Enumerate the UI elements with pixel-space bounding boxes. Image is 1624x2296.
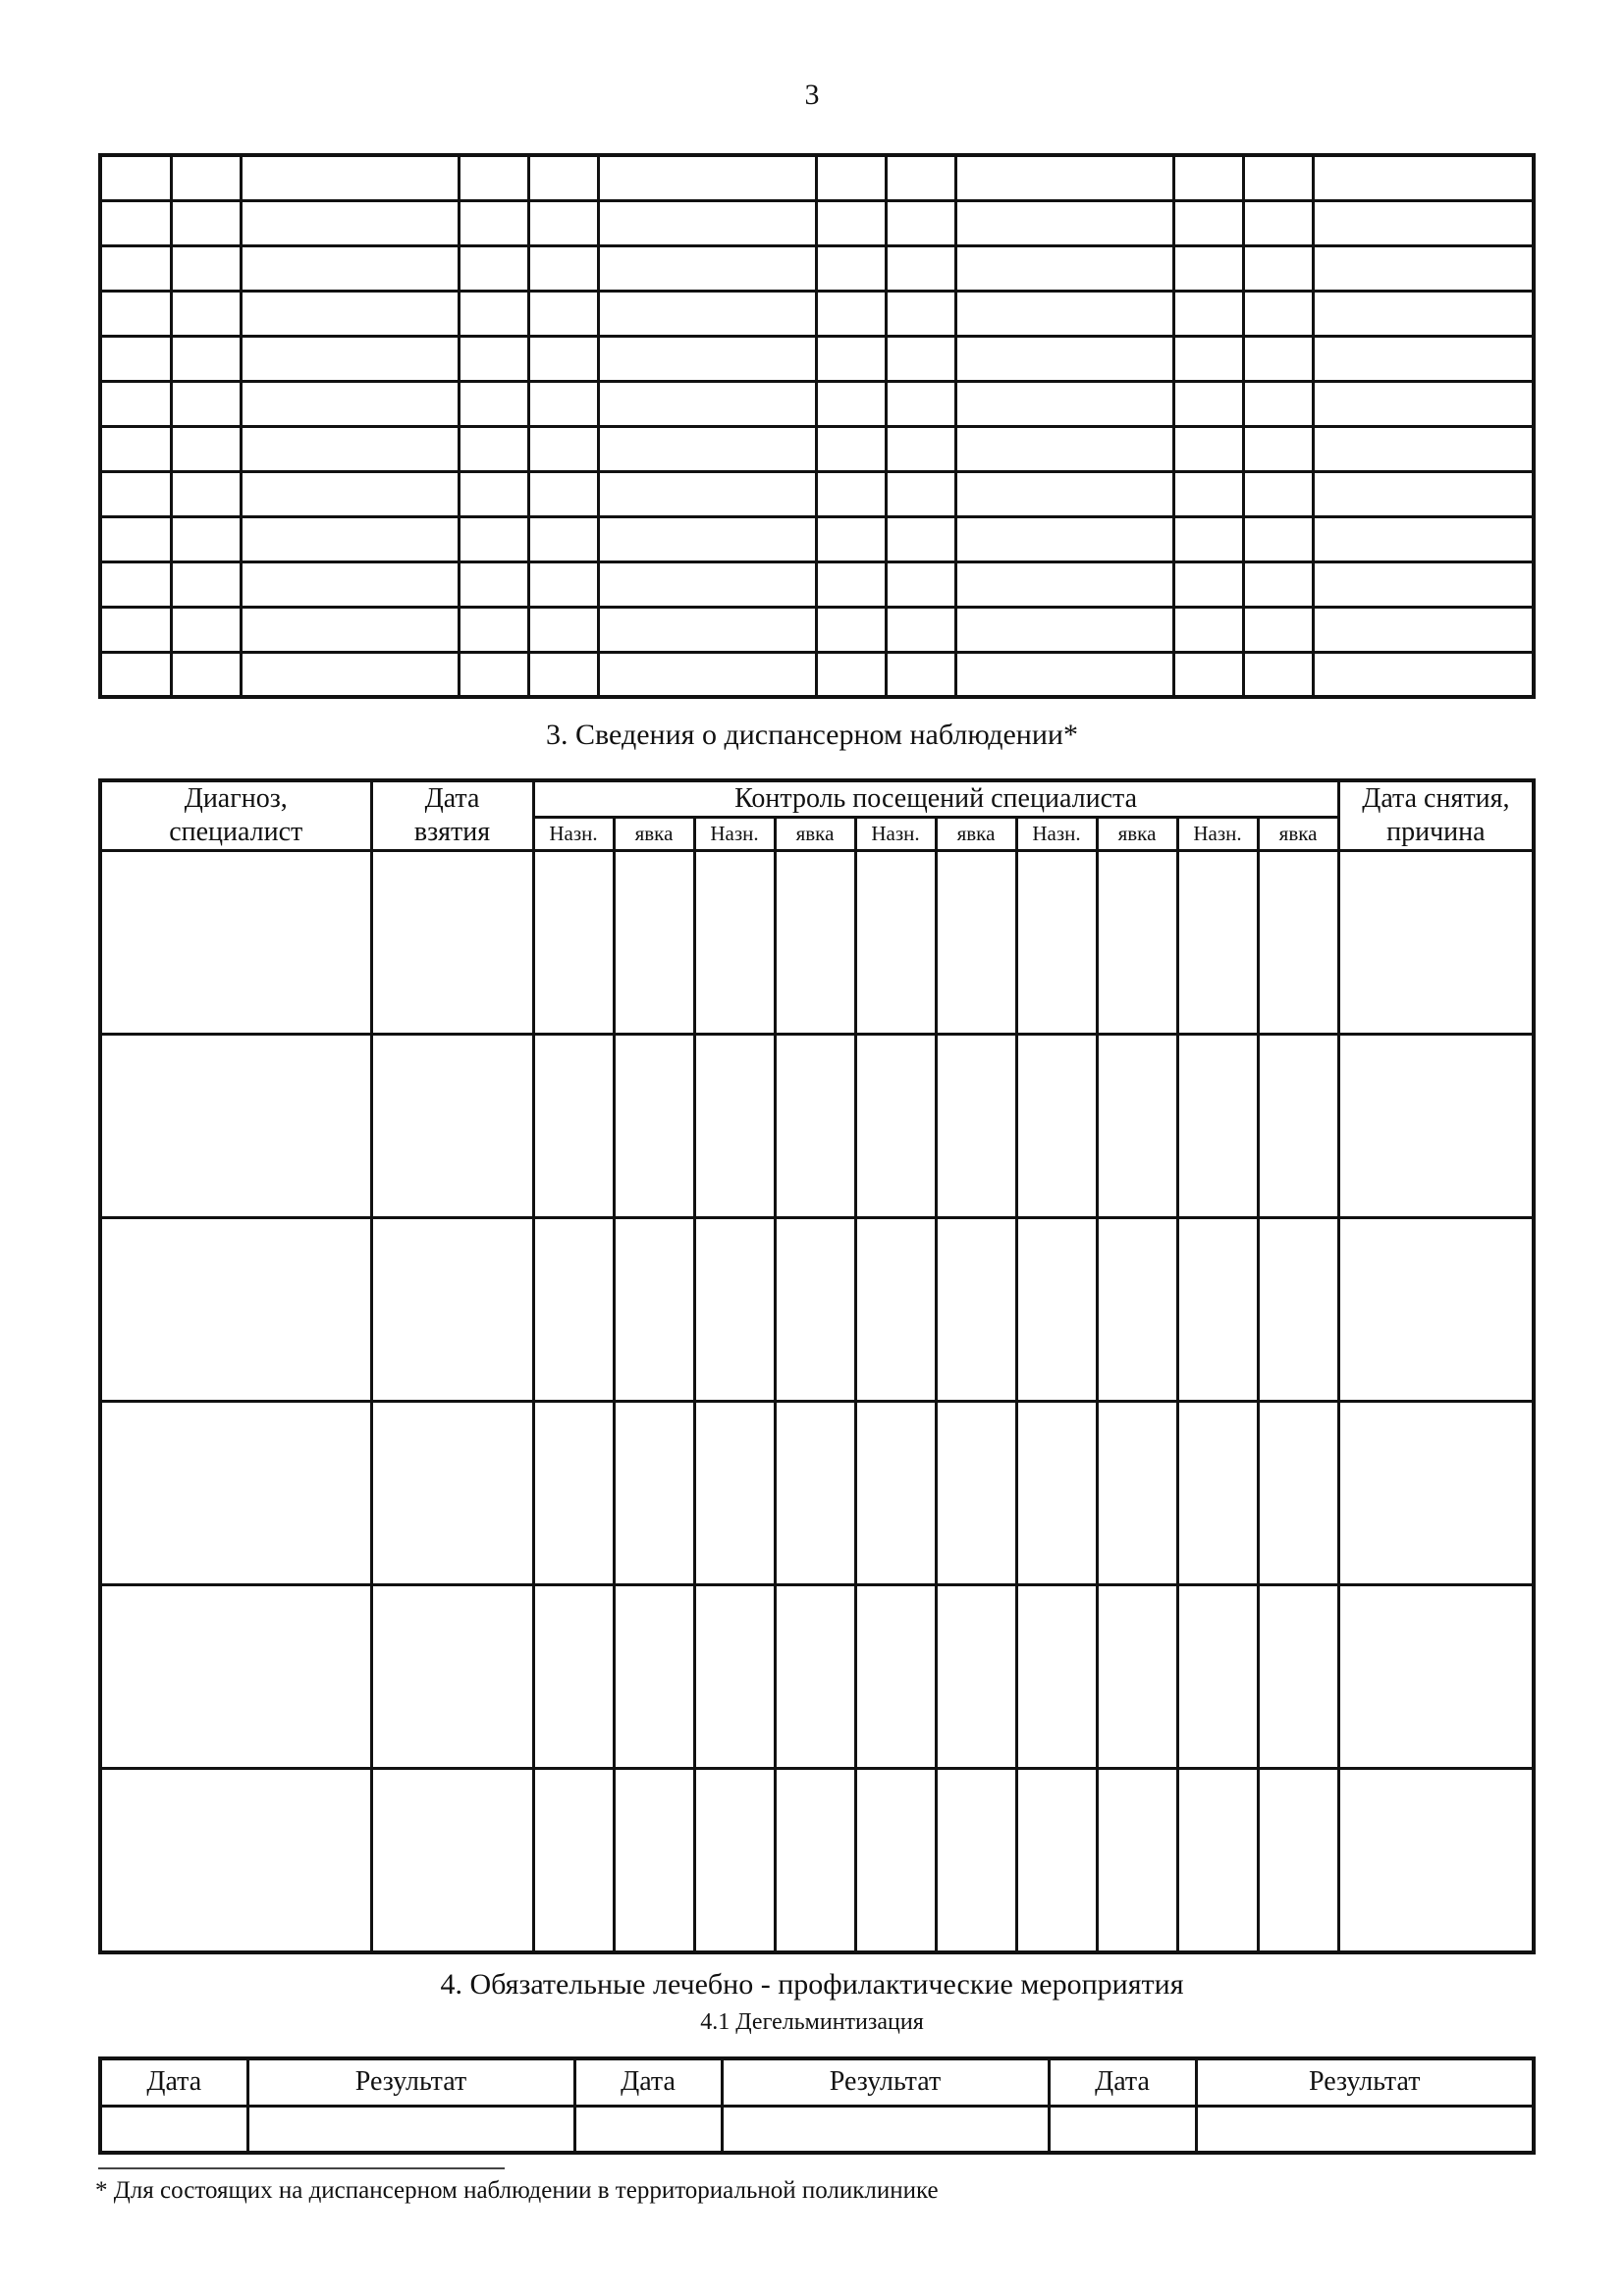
table-cell[interactable]: [528, 200, 598, 245]
table-cell[interactable]: [1016, 1218, 1097, 1402]
table-cell[interactable]: [371, 1585, 533, 1769]
sub-header-assigned: Назн.: [694, 818, 775, 851]
table-cell[interactable]: [459, 245, 528, 291]
table-cell[interactable]: [598, 652, 816, 697]
table-row: [100, 291, 1534, 336]
table-row: [100, 1035, 1534, 1218]
table-cell[interactable]: [886, 155, 955, 200]
table-cell[interactable]: [100, 652, 171, 697]
sub-header-assigned: Назн.: [855, 818, 936, 851]
table-cell[interactable]: [614, 851, 694, 1035]
table-row: [100, 155, 1534, 200]
dispensary-observation-table: [98, 778, 1536, 1954]
table-cell[interactable]: [598, 336, 816, 381]
table-cell[interactable]: [614, 1218, 694, 1402]
table-cell[interactable]: [371, 1402, 533, 1585]
table-cell[interactable]: [459, 607, 528, 652]
table-cell[interactable]: [100, 1402, 371, 1585]
table-cell[interactable]: [241, 381, 459, 426]
table-cell[interactable]: [598, 155, 816, 200]
table-cell[interactable]: [459, 426, 528, 471]
table-cell[interactable]: [886, 652, 955, 697]
table-cell[interactable]: [1313, 291, 1534, 336]
table-cell[interactable]: [955, 607, 1173, 652]
table-cell[interactable]: [1016, 1585, 1097, 1769]
table-cell[interactable]: [371, 1218, 533, 1402]
table-cell[interactable]: [1258, 1035, 1338, 1218]
table-cell[interactable]: [371, 1769, 533, 1952]
table-cell[interactable]: [1173, 426, 1243, 471]
table-cell[interactable]: [886, 381, 955, 426]
table-cell[interactable]: [694, 1035, 775, 1218]
sub-header-assigned: Назн.: [1016, 818, 1097, 851]
table-cell[interactable]: [1177, 851, 1258, 1035]
table-cell[interactable]: [1173, 200, 1243, 245]
table-cell[interactable]: [1313, 516, 1534, 561]
table-cell[interactable]: [1243, 471, 1313, 516]
table-cell[interactable]: [816, 516, 886, 561]
table-cell[interactable]: [955, 245, 1173, 291]
table-cell[interactable]: [528, 516, 598, 561]
table-cell[interactable]: [1173, 336, 1243, 381]
table-cell[interactable]: [241, 652, 459, 697]
table-cell[interactable]: [694, 1402, 775, 1585]
table-cell[interactable]: [241, 200, 459, 245]
table-cell[interactable]: [100, 1218, 371, 1402]
table-cell[interactable]: [1016, 851, 1097, 1035]
table-row: [100, 652, 1534, 697]
table-cell[interactable]: [1016, 1402, 1097, 1585]
table-cell[interactable]: [1016, 1769, 1097, 1952]
table-cell[interactable]: [1338, 851, 1534, 1035]
table-cell[interactable]: [694, 1585, 775, 1769]
deworming-header-result: Результат: [722, 2058, 1049, 2106]
table-cell[interactable]: [775, 1218, 855, 1402]
table-cell[interactable]: [955, 471, 1173, 516]
table-cell[interactable]: [1097, 851, 1177, 1035]
table-cell[interactable]: [100, 381, 171, 426]
table-row: [100, 1769, 1534, 1952]
table-cell[interactable]: [171, 607, 241, 652]
deworming-header-date: Дата: [100, 2058, 247, 2106]
table-cell[interactable]: [171, 516, 241, 561]
table-cell[interactable]: [886, 561, 955, 607]
table-row: [100, 1585, 1534, 1769]
table-cell[interactable]: [1338, 1402, 1534, 1585]
table-cell[interactable]: [100, 607, 171, 652]
table-cell[interactable]: [955, 516, 1173, 561]
table-row: [100, 336, 1534, 381]
table-cell[interactable]: [100, 561, 171, 607]
header-diagnosis: [100, 780, 371, 851]
table-cell[interactable]: [533, 1218, 614, 1402]
table-cell[interactable]: [775, 1769, 855, 1952]
sub-header-attendance: явка: [1097, 818, 1177, 851]
table-cell[interactable]: [1313, 607, 1534, 652]
table-cell[interactable]: [100, 426, 171, 471]
table-cell[interactable]: [816, 652, 886, 697]
table-cell[interactable]: [598, 426, 816, 471]
table-cell[interactable]: [1258, 1402, 1338, 1585]
header-date-removed-line-1: Дата снятия,: [1362, 783, 1510, 814]
header-diagnosis-line-2: специалист: [169, 817, 303, 847]
table-cell[interactable]: [1313, 426, 1534, 471]
table-cell[interactable]: [775, 1035, 855, 1218]
deworming-entry-row: [100, 2106, 1534, 2153]
table-cell[interactable]: [1243, 426, 1313, 471]
continuation-table: [98, 153, 1536, 699]
table-cell[interactable]: [459, 336, 528, 381]
table-cell[interactable]: [528, 291, 598, 336]
table-cell[interactable]: [459, 561, 528, 607]
deworming-result-cell[interactable]: [1196, 2106, 1534, 2153]
table-cell[interactable]: [955, 155, 1173, 200]
table-cell[interactable]: [528, 561, 598, 607]
table-cell[interactable]: [855, 1769, 936, 1952]
header-row: [100, 780, 1534, 818]
table-cell[interactable]: [855, 1585, 936, 1769]
table-cell[interactable]: [1243, 652, 1313, 697]
table-cell[interactable]: [775, 1585, 855, 1769]
table-cell[interactable]: [459, 516, 528, 561]
table-cell[interactable]: [1313, 336, 1534, 381]
table-cell[interactable]: [816, 561, 886, 607]
table-cell[interactable]: [528, 607, 598, 652]
table-row: [100, 426, 1534, 471]
table-cell[interactable]: [1313, 471, 1534, 516]
table-cell[interactable]: [100, 1769, 371, 1952]
table-cell[interactable]: [816, 200, 886, 245]
table-cell[interactable]: [1243, 561, 1313, 607]
table-cell[interactable]: [886, 245, 955, 291]
table-cell[interactable]: [1258, 1769, 1338, 1952]
table-cell[interactable]: [1177, 1035, 1258, 1218]
table-cell[interactable]: [171, 561, 241, 607]
table-cell[interactable]: [816, 381, 886, 426]
table-cell[interactable]: [694, 1769, 775, 1952]
table-cell[interactable]: [886, 516, 955, 561]
sub-header-assigned: Назн.: [533, 818, 614, 851]
table-cell[interactable]: [1243, 336, 1313, 381]
table-cell[interactable]: [886, 291, 955, 336]
table-cell[interactable]: [1313, 245, 1534, 291]
table-cell[interactable]: [816, 155, 886, 200]
table-cell[interactable]: [171, 200, 241, 245]
table-cell[interactable]: [694, 1218, 775, 1402]
table-cell[interactable]: [533, 1769, 614, 1952]
table-cell[interactable]: [936, 1402, 1016, 1585]
table-cell[interactable]: [533, 851, 614, 1035]
table-cell[interactable]: [241, 607, 459, 652]
header-visits-control: Контроль посещений специалиста: [533, 780, 1338, 818]
table-cell[interactable]: [1243, 381, 1313, 426]
section-3-title: 3. Сведения о диспансерном наблюдении*: [546, 719, 1078, 751]
table-row: [100, 1218, 1534, 1402]
table-cell[interactable]: [598, 516, 816, 561]
table-cell[interactable]: [1177, 1218, 1258, 1402]
table-cell[interactable]: [1097, 1218, 1177, 1402]
table-row: [100, 851, 1534, 1035]
table-cell[interactable]: [171, 381, 241, 426]
table-cell[interactable]: [100, 1585, 371, 1769]
table-cell[interactable]: [598, 381, 816, 426]
header-date-removed: [1338, 780, 1534, 851]
table-cell[interactable]: [241, 471, 459, 516]
table-cell[interactable]: [100, 200, 171, 245]
table-cell[interactable]: [775, 1402, 855, 1585]
sub-header-attendance: явка: [775, 818, 855, 851]
table-cell[interactable]: [955, 336, 1173, 381]
deworming-result-cell[interactable]: [247, 2106, 574, 2153]
table-cell[interactable]: [816, 426, 886, 471]
table-row: [100, 471, 1534, 516]
table-cell[interactable]: [1258, 851, 1338, 1035]
table-cell[interactable]: [1177, 1585, 1258, 1769]
table-cell[interactable]: [886, 200, 955, 245]
table-cell[interactable]: [1177, 1402, 1258, 1585]
deworming-date-cell[interactable]: [574, 2106, 722, 2153]
table-cell[interactable]: [614, 1585, 694, 1769]
table-cell[interactable]: [459, 155, 528, 200]
table-row: [100, 245, 1534, 291]
table-cell[interactable]: [955, 200, 1173, 245]
table-row: [100, 607, 1534, 652]
table-cell[interactable]: [1097, 1769, 1177, 1952]
table-cell[interactable]: [459, 381, 528, 426]
sub-header-attendance: явка: [614, 818, 694, 851]
table-cell[interactable]: [459, 652, 528, 697]
table-cell[interactable]: [598, 291, 816, 336]
table-cell[interactable]: [241, 336, 459, 381]
table-cell[interactable]: [100, 851, 371, 1035]
table-cell[interactable]: [528, 336, 598, 381]
table-cell[interactable]: [1338, 1035, 1534, 1218]
table-cell[interactable]: [528, 652, 598, 697]
table-cell[interactable]: [100, 245, 171, 291]
table-cell[interactable]: [371, 1035, 533, 1218]
footnote-divider: [98, 2167, 505, 2169]
sub-header-attendance: явка: [936, 818, 1016, 851]
table-cell[interactable]: [1243, 291, 1313, 336]
continuation-table-body: [100, 155, 1534, 697]
table-cell[interactable]: [1016, 1035, 1097, 1218]
table-cell[interactable]: [459, 200, 528, 245]
table-cell[interactable]: [936, 1769, 1016, 1952]
table-cell[interactable]: [171, 245, 241, 291]
deworming-header-result: Результат: [1196, 2058, 1534, 2106]
table-cell[interactable]: [598, 200, 816, 245]
table-cell[interactable]: [598, 471, 816, 516]
table-cell[interactable]: [886, 426, 955, 471]
table-cell[interactable]: [100, 516, 171, 561]
table-cell[interactable]: [371, 851, 533, 1035]
table-cell[interactable]: [1338, 1218, 1534, 1402]
table-cell[interactable]: [1173, 155, 1243, 200]
header-date-taken-line-1: Дата: [424, 783, 480, 814]
table-cell[interactable]: [528, 426, 598, 471]
table-cell[interactable]: [1243, 200, 1313, 245]
table-cell[interactable]: [171, 155, 241, 200]
table-cell[interactable]: [816, 336, 886, 381]
table-cell[interactable]: [533, 1585, 614, 1769]
table-cell[interactable]: [1243, 516, 1313, 561]
section-4-1-title: 4.1 Дегельминтизация: [700, 2009, 924, 2035]
table-row: [100, 561, 1534, 607]
table-cell[interactable]: [1313, 561, 1534, 607]
deworming-header-row: [100, 2058, 1534, 2106]
page-number: 3: [804, 79, 820, 111]
table-cell[interactable]: [955, 426, 1173, 471]
deworming-date-cell[interactable]: [100, 2106, 247, 2153]
table-cell[interactable]: [100, 471, 171, 516]
table-row: [100, 381, 1534, 426]
table-cell[interactable]: [1258, 1585, 1338, 1769]
header-diagnosis-line-1: Диагноз,: [184, 783, 288, 814]
table-cell[interactable]: [1173, 652, 1243, 697]
table-cell[interactable]: [1313, 155, 1534, 200]
table-cell[interactable]: [936, 1585, 1016, 1769]
table-cell[interactable]: [1173, 245, 1243, 291]
header-date-removed-line-2: причина: [1386, 817, 1486, 847]
table-cell[interactable]: [1313, 652, 1534, 697]
table-cell[interactable]: [1338, 1769, 1534, 1952]
table-cell[interactable]: [1338, 1585, 1534, 1769]
table-cell[interactable]: [533, 1402, 614, 1585]
table-cell[interactable]: [171, 652, 241, 697]
table-cell[interactable]: [598, 245, 816, 291]
table-cell[interactable]: [100, 291, 171, 336]
table-cell[interactable]: [886, 336, 955, 381]
table-cell[interactable]: [100, 1035, 371, 1218]
table-cell[interactable]: [171, 471, 241, 516]
table-cell[interactable]: [816, 291, 886, 336]
table-cell[interactable]: [241, 426, 459, 471]
table-cell[interactable]: [1173, 291, 1243, 336]
table-row: [100, 516, 1534, 561]
table-cell[interactable]: [1258, 1218, 1338, 1402]
deworming-header-result: Результат: [247, 2058, 574, 2106]
table-cell[interactable]: [528, 381, 598, 426]
footnote: * Для состоящих на диспансерном наблюдении в территориальной поликлинике: [95, 2177, 939, 2204]
table-cell[interactable]: [100, 336, 171, 381]
table-cell[interactable]: [598, 607, 816, 652]
table-cell[interactable]: [936, 1218, 1016, 1402]
table-cell[interactable]: [171, 291, 241, 336]
table-cell[interactable]: [1313, 381, 1534, 426]
table-cell[interactable]: [855, 1402, 936, 1585]
section-4-title: 4. Обязательные лечебно - профилактические мероприятия: [440, 1968, 1184, 2001]
table-cell[interactable]: [936, 1035, 1016, 1218]
deworming-date-cell[interactable]: [1049, 2106, 1196, 2153]
table-cell[interactable]: [955, 652, 1173, 697]
table-cell[interactable]: [1173, 607, 1243, 652]
table-cell[interactable]: [1243, 607, 1313, 652]
table-cell[interactable]: [1173, 381, 1243, 426]
table-cell[interactable]: [1173, 516, 1243, 561]
table-cell[interactable]: [1097, 1585, 1177, 1769]
table-cell[interactable]: [241, 516, 459, 561]
table-cell[interactable]: [614, 1769, 694, 1952]
table-cell[interactable]: [1097, 1402, 1177, 1585]
sub-header-attendance: явка: [1258, 818, 1338, 851]
deworming-table: [98, 2056, 1536, 2155]
table-cell[interactable]: [241, 561, 459, 607]
table-cell[interactable]: [598, 561, 816, 607]
table-cell[interactable]: [1173, 471, 1243, 516]
header-date-taken-line-2: взятия: [413, 817, 491, 847]
table-cell[interactable]: [1097, 1035, 1177, 1218]
table-cell[interactable]: [241, 245, 459, 291]
table-cell[interactable]: [241, 291, 459, 336]
table-cell[interactable]: [614, 1402, 694, 1585]
table-row: [100, 200, 1534, 245]
table-cell[interactable]: [171, 336, 241, 381]
table-cell[interactable]: [528, 245, 598, 291]
table-cell[interactable]: [241, 155, 459, 200]
deworming-header-date: Дата: [574, 2058, 722, 2106]
table-cell[interactable]: [886, 471, 955, 516]
sub-header-assigned: Назн.: [1177, 818, 1258, 851]
table-cell[interactable]: [936, 851, 1016, 1035]
table-cell[interactable]: [775, 851, 855, 1035]
table-cell[interactable]: [955, 291, 1173, 336]
table-cell[interactable]: [528, 471, 598, 516]
table-row: [100, 1402, 1534, 1585]
table-cell[interactable]: [955, 561, 1173, 607]
table-cell[interactable]: [955, 381, 1173, 426]
table-cell[interactable]: [171, 426, 241, 471]
table-cell[interactable]: [816, 245, 886, 291]
table-cell[interactable]: [459, 471, 528, 516]
deworming-header-date: Дата: [1049, 2058, 1196, 2106]
table-cell[interactable]: [1177, 1769, 1258, 1952]
table-cell[interactable]: [459, 291, 528, 336]
table-cell[interactable]: [1243, 155, 1313, 200]
table-cell[interactable]: [1243, 245, 1313, 291]
deworming-result-cell[interactable]: [722, 2106, 1049, 2153]
table-cell[interactable]: [886, 607, 955, 652]
table-cell[interactable]: [855, 1218, 936, 1402]
table-cell[interactable]: [816, 471, 886, 516]
dispensary-observation-body: [100, 851, 1534, 1952]
table-cell[interactable]: [694, 851, 775, 1035]
table-cell[interactable]: [816, 607, 886, 652]
table-cell[interactable]: [533, 1035, 614, 1218]
table-cell[interactable]: [528, 155, 598, 200]
table-cell[interactable]: [855, 851, 936, 1035]
table-cell[interactable]: [855, 1035, 936, 1218]
table-cell[interactable]: [1313, 200, 1534, 245]
table-cell[interactable]: [100, 155, 171, 200]
header-date-taken: [371, 780, 533, 851]
table-cell[interactable]: [614, 1035, 694, 1218]
table-cell[interactable]: [1173, 561, 1243, 607]
